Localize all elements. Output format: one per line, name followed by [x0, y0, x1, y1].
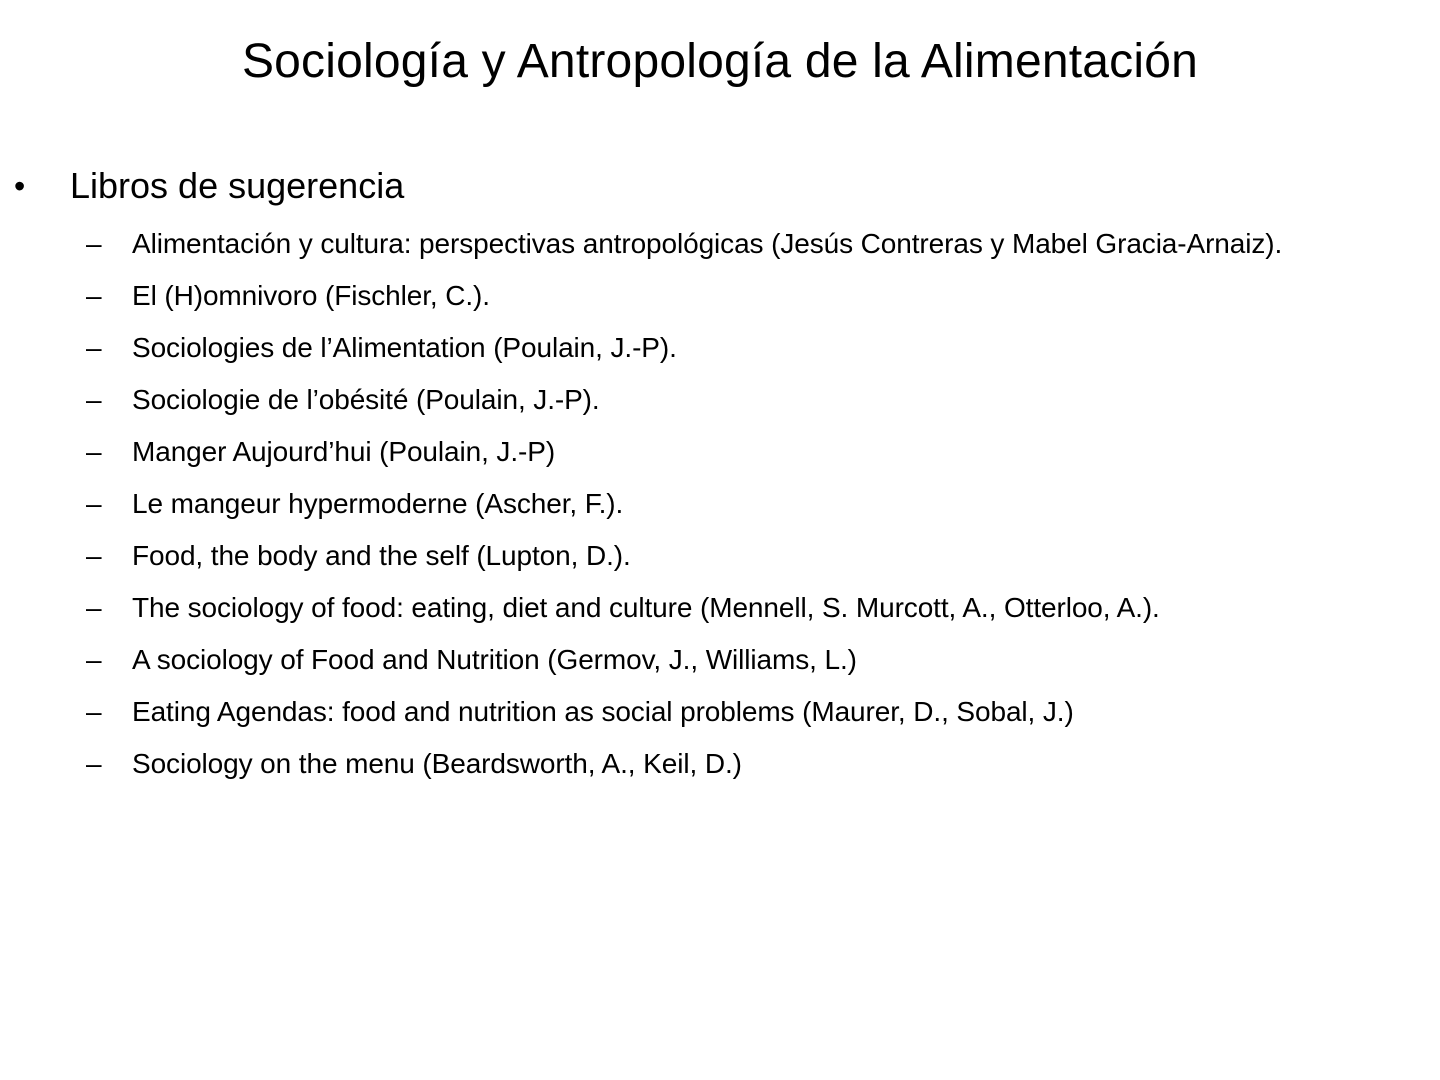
dash-icon: –	[86, 644, 102, 675]
dash-icon: –	[86, 488, 102, 519]
book-title: Eating Agendas: food and nutrition as social problems (Maurer, D., Sobal, J.)	[132, 696, 1074, 727]
book-item	[86, 378, 1406, 422]
book-title: El (H)omnivoro (Fischler, C.).	[132, 280, 490, 311]
dash-icon: –	[86, 748, 102, 779]
bullet-text: Libros de sugerencia	[70, 165, 405, 206]
book-item	[86, 482, 1406, 526]
book-title: Sociologie de l’obésité (Poulain, J.-P).	[132, 384, 600, 415]
book-title: A sociology of Food and Nutrition (Germov, J., Williams, L.)	[132, 644, 857, 675]
book-item	[86, 638, 1406, 682]
book-item	[86, 326, 1406, 370]
book-title: Sociologies de l’Alimentation (Poulain, J.-P).	[132, 332, 677, 363]
bullet-icon: •	[14, 168, 26, 204]
book-item	[86, 586, 1406, 630]
book-item	[86, 690, 1406, 734]
dash-icon: –	[86, 540, 102, 571]
dash-icon: –	[86, 592, 102, 623]
book-item	[86, 222, 1406, 266]
book-item	[86, 742, 1406, 786]
dash-icon: –	[86, 436, 102, 467]
book-title: The sociology of food: eating, diet and culture (Mennell, S. Murcott, A., Otterloo, A.).	[132, 592, 1160, 623]
book-title: Food, the body and the self (Lupton, D.).	[132, 540, 631, 571]
dash-icon: –	[86, 280, 102, 311]
dash-icon: –	[86, 228, 102, 259]
book-title: Manger Aujourd’hui (Poulain, J.-P)	[132, 436, 556, 467]
book-list	[86, 222, 1406, 794]
dash-icon: –	[86, 384, 102, 415]
book-title: Le mangeur hypermoderne (Ascher, F.).	[132, 488, 624, 519]
book-item	[86, 534, 1406, 578]
book-item	[86, 430, 1406, 474]
dash-icon: –	[86, 332, 102, 363]
dash-icon: –	[86, 696, 102, 727]
slide-title: Sociología y Antropología de la Alimentación	[241, 35, 1199, 88]
book-item	[86, 274, 1406, 318]
book-title: Sociology on the menu (Beardsworth, A., Keil, D.)	[132, 748, 742, 779]
book-title: Alimentación y cultura: perspectivas antropológicas (Jesús Contreras y Mabel Gracia-Arnaiz).	[132, 228, 1283, 259]
